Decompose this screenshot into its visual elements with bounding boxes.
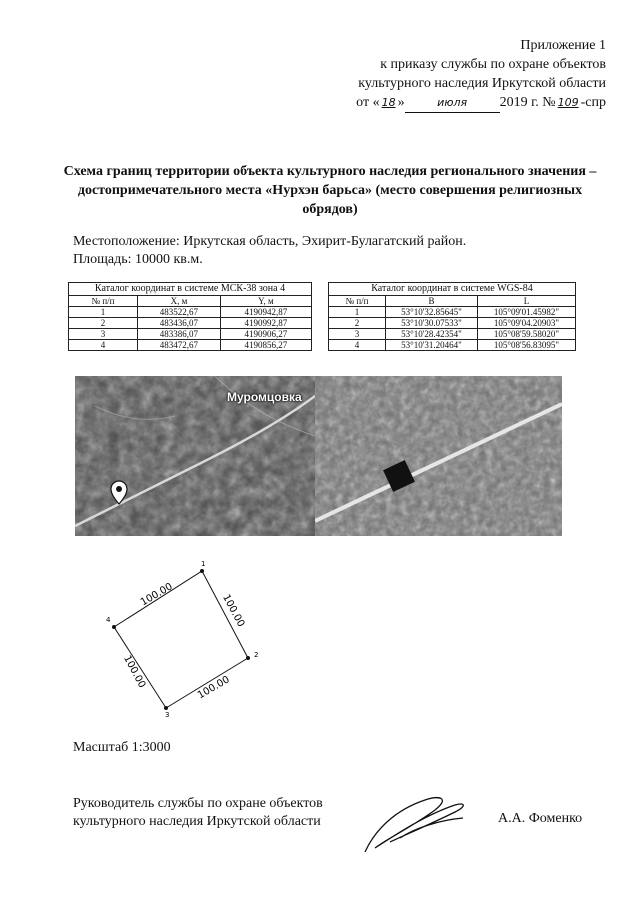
cell: 53°10'32.85645" <box>386 307 478 318</box>
coords-table-msk <box>68 282 312 351</box>
table-row <box>329 329 576 340</box>
table-header: № п/п <box>69 296 138 307</box>
edge-length-label: 100.00 <box>220 592 247 629</box>
edge-length-label: 100.00 <box>195 674 232 702</box>
cell: 1 <box>69 307 138 318</box>
village-label: Муромцовка <box>227 390 302 404</box>
cell: 483386,07 <box>138 329 221 340</box>
point-label: 1 <box>201 560 206 568</box>
aerial-overview-map <box>75 376 315 536</box>
order-suffix: -спр <box>580 95 606 110</box>
cell: 4190856,27 <box>220 340 311 351</box>
cell: 4190992,87 <box>220 318 311 329</box>
cell: 3 <box>329 329 386 340</box>
table-row <box>329 340 576 351</box>
cell: 53°10'31.20464" <box>386 340 478 351</box>
table-row <box>69 307 312 318</box>
document-title: Схема границ территории объекта культурного наследия регионального значения – достопримечательного места «Нурхэн барьса» (место совершения религиозных обрядов) <box>63 164 597 217</box>
table-row <box>69 318 312 329</box>
point-label: 2 <box>254 651 259 659</box>
authority-name: культурного наследия Иркутской области <box>358 76 606 91</box>
cell: 483522,67 <box>138 307 221 318</box>
table-header: № п/п <box>329 296 386 307</box>
order-number: 109 <box>557 96 579 109</box>
date-day: 18 <box>381 96 396 109</box>
scale-text: Масштаб 1:3000 <box>73 740 171 755</box>
cell: 483436,07 <box>138 318 221 329</box>
cell: 53°10'30.07533" <box>386 318 478 329</box>
aerial-detail-map <box>315 376 562 536</box>
cell: 483472,67 <box>138 340 221 351</box>
table-header: Y, м <box>220 296 311 307</box>
table-row <box>69 329 312 340</box>
cell: 105°08'59.58020" <box>477 329 575 340</box>
signatory-position <box>73 795 323 831</box>
signatory-line: культурного наследия Иркутской области <box>73 814 321 829</box>
table-header: L <box>477 296 575 307</box>
point-label: 4 <box>106 616 111 624</box>
cell: 1 <box>329 307 386 318</box>
signatory-line: Руководитель службы по охране объектов <box>73 796 323 811</box>
cell: 3 <box>69 329 138 340</box>
date-mid: » <box>397 95 405 110</box>
order-date-line <box>356 93 606 113</box>
date-prefix: от « <box>356 95 380 110</box>
order-reference: к приказу службы по охране объектов <box>380 57 606 72</box>
point-label: 3 <box>165 711 170 719</box>
handwritten-signature <box>355 790 475 860</box>
cell: 105°09'04.20903" <box>477 318 575 329</box>
cell: 4 <box>329 340 386 351</box>
date-year: 2019 г. № <box>499 95 556 110</box>
cell: 2 <box>69 318 138 329</box>
cell: 4190906,27 <box>220 329 311 340</box>
cell: 4190942,87 <box>220 307 311 318</box>
cell: 105°09'01.45982" <box>477 307 575 318</box>
table-caption: Каталог координат в системе WGS-84 <box>329 283 576 296</box>
table-caption: Каталог координат в системе МСК-38 зона 4 <box>69 283 312 296</box>
table-row <box>329 318 576 329</box>
table-header: B <box>386 296 478 307</box>
table-row <box>69 340 312 351</box>
cell: 105°08'56.83095" <box>477 340 575 351</box>
location-text: Местоположение: Иркутская область, Эхирит-Булагатский район. <box>73 234 467 249</box>
table-header: X, м <box>138 296 221 307</box>
cell: 4 <box>69 340 138 351</box>
cell: 53°10'28.42354" <box>386 329 478 340</box>
signatory-name: А.А. Фоменко <box>498 811 583 826</box>
edge-length-label: 100.00 <box>138 581 175 609</box>
edge-length-label: 100.00 <box>121 653 148 690</box>
appendix-label: Приложение 1 <box>520 38 606 53</box>
area-text: Площадь: 10000 кв.м. <box>73 252 203 267</box>
coords-table-wgs <box>328 282 576 351</box>
table-row <box>329 307 576 318</box>
cell: 2 <box>329 318 386 329</box>
date-month: июля <box>437 96 468 109</box>
boundary-scheme <box>95 560 285 725</box>
